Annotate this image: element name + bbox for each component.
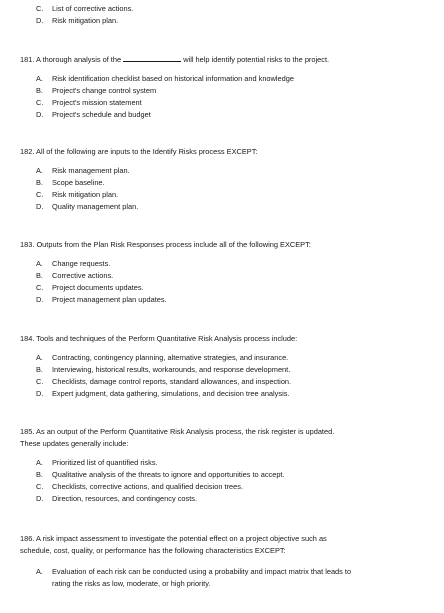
option-letter: A. (36, 353, 43, 362)
option-text: Project's schedule and budget (52, 110, 151, 119)
option-letter: C. (36, 4, 44, 13)
option-letter: D. (36, 389, 44, 398)
option-letter: D. (36, 202, 44, 211)
option-letter: A. (36, 458, 43, 467)
fill-in-blank (123, 53, 181, 62)
option-b (20, 364, 430, 376)
option-text: Risk identification checklist based on historical information and knowledge (52, 74, 294, 83)
option-text: Scope baseline. (52, 178, 105, 187)
option-text: Expert judgment, data gathering, simulations, and decision tree analysis. (52, 389, 290, 398)
option-text: Project documents updates. (52, 283, 144, 292)
option-c (20, 3, 430, 15)
question-prefix: 181. A thorough analysis of the (20, 55, 122, 64)
option-letter: D. (36, 110, 44, 119)
option-c (20, 376, 430, 388)
option-d (20, 109, 430, 121)
option-text: Quality management plan. (52, 202, 139, 211)
question-183 (20, 239, 430, 306)
option-a (20, 566, 430, 590)
option-text: Risk mitigation plan. (52, 16, 119, 25)
option-text: Risk mitigation plan. (52, 190, 119, 199)
question-text: 182. All of the following are inputs to the Identify Risks process EXCEPT: (20, 147, 258, 156)
option-letter: D. (36, 494, 44, 503)
option-text: Checklists, damage control reports, standard allowances, and inspection. (52, 377, 292, 386)
option-text: Project's change control system (52, 86, 157, 95)
option-text: Corrective actions. (52, 271, 114, 280)
option-a (20, 352, 430, 364)
question-186 (20, 533, 430, 590)
option-a (20, 258, 430, 270)
option-letter: D. (36, 16, 44, 25)
option-text: Risk management plan. (52, 166, 130, 175)
option-text: Checklists, corrective actions, and qualified decision trees. (52, 482, 244, 491)
option-letter: B. (36, 470, 43, 479)
question-text: 184. Tools and techniques of the Perform Quantitative Risk Analysis process include: (20, 334, 298, 343)
option-letter: B. (36, 271, 43, 280)
option-letter: A. (36, 259, 43, 268)
option-c (20, 97, 430, 109)
option-b (20, 270, 430, 282)
option-d (20, 388, 430, 400)
option-letter: D. (36, 295, 44, 304)
option-text: Qualitative analysis of the threats to ignore and opportunities to accept. (52, 470, 285, 479)
option-text: Direction, resources, and contingency costs. (52, 494, 198, 503)
option-d (20, 201, 430, 213)
option-letter: B. (36, 86, 43, 95)
option-letter: C. (36, 377, 44, 386)
option-text: Prioritized list of quantified risks. (52, 458, 158, 467)
option-text: Change requests. (52, 259, 111, 268)
option-letter: A. (36, 567, 43, 576)
option-a (20, 457, 430, 469)
option-text: Interviewing, historical results, workarounds, and response development. (52, 365, 291, 374)
question-text (20, 53, 430, 66)
option-d (20, 15, 430, 27)
question-text-line2: These updates generally include: (20, 439, 129, 448)
carryover-options (20, 3, 430, 27)
option-a (20, 165, 430, 177)
option-d (20, 294, 430, 306)
option-text: Contracting, contingency planning, alternative strategies, and insurance. (52, 353, 289, 362)
option-b (20, 469, 430, 481)
question-text-line1: 185. As an output of the Perform Quantitative Risk Analysis process, the risk register is updated. (20, 427, 335, 436)
question-182 (20, 146, 430, 213)
option-b (20, 177, 430, 189)
option-text: List of corrective actions. (52, 4, 134, 13)
option-d (20, 493, 430, 505)
question-suffix: will help identify potential risks to the project. (183, 55, 330, 64)
option-letter: B. (36, 178, 43, 187)
option-letter: C. (36, 283, 44, 292)
option-c (20, 189, 430, 201)
question-text: 183. Outputs from the Plan Risk Responses process include all of the following EXCEPT: (20, 240, 311, 249)
option-letter: C. (36, 98, 44, 107)
option-text: Project's mission statement (52, 98, 142, 107)
option-letter: A. (36, 166, 43, 175)
option-text: Project management plan updates. (52, 295, 167, 304)
option-letter: B. (36, 365, 43, 374)
question-181 (20, 53, 430, 121)
option-letter: C. (36, 482, 44, 491)
option-c (20, 481, 430, 493)
question-text-line1: 186. A risk impact assessment to investigate the potential effect on a project objective such as (20, 534, 327, 543)
option-b (20, 85, 430, 97)
option-text-line2: rating the risks as low, moderate, or high priority. (52, 579, 211, 588)
question-184 (20, 333, 430, 400)
question-185 (20, 426, 430, 505)
option-a (20, 73, 430, 85)
question-text-line2: schedule, cost, quality, or performance has the following characteristics EXCEPT: (20, 546, 286, 555)
option-letter: C. (36, 190, 44, 199)
option-c (20, 282, 430, 294)
option-letter: A. (36, 74, 43, 83)
option-text-line1: Evaluation of each risk can be conducted using a probability and impact matrix that leads to (52, 567, 352, 576)
